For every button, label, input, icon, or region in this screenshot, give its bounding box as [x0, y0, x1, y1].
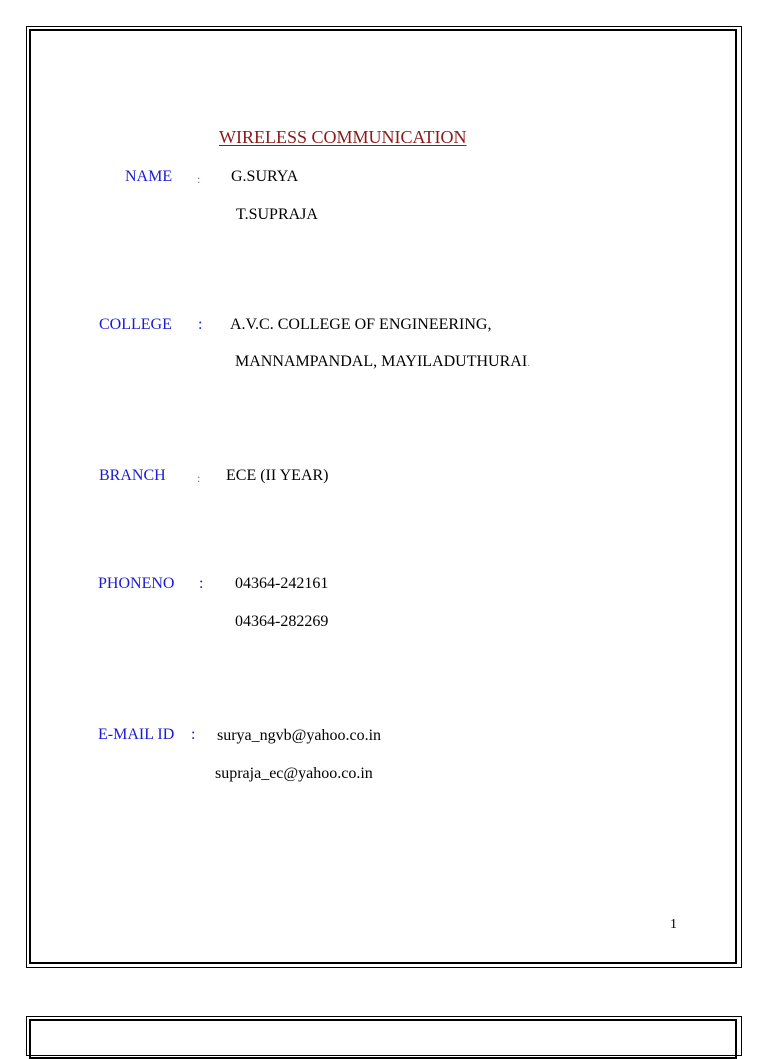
document-title: WIRELESS COMMUNICATION — [219, 127, 467, 147]
page-number: 1 — [670, 917, 677, 932]
phone-value-1: 04364-242161 — [235, 575, 329, 592]
college-line-2-text: MANNAMPANDAL, MAYILADUTHURAI — [235, 353, 528, 370]
college-label: COLLEGE — [99, 316, 172, 333]
branch-value: ECE (II YEAR) — [226, 467, 329, 484]
college-line-2 — [235, 353, 530, 371]
college-line-1: A.V.C. COLLEGE OF ENGINEERING, — [230, 316, 492, 333]
name-label: NAME — [125, 168, 173, 185]
name-value-1: G.SURYA — [231, 168, 299, 185]
name-colon: : — [197, 172, 201, 186]
college-line-2-dot: . — [527, 355, 531, 369]
branch-label: BRANCH — [99, 467, 166, 484]
name-value-2: T.SUPRAJA — [236, 206, 318, 223]
email-value-1: surya_ngvb@yahoo.co.in — [217, 727, 382, 744]
college-colon: : — [198, 316, 203, 333]
email-value-2: supraja_ec@yahoo.co.in — [215, 765, 373, 782]
email-colon: : — [191, 726, 196, 743]
phone-value-2: 04364-282269 — [235, 613, 329, 630]
next-page-border-inner — [29, 1019, 737, 1059]
email-label: E-MAIL ID — [98, 726, 175, 743]
phone-colon: : — [199, 575, 204, 592]
branch-colon: : — [197, 471, 201, 485]
phone-label: PHONENO — [98, 575, 175, 592]
